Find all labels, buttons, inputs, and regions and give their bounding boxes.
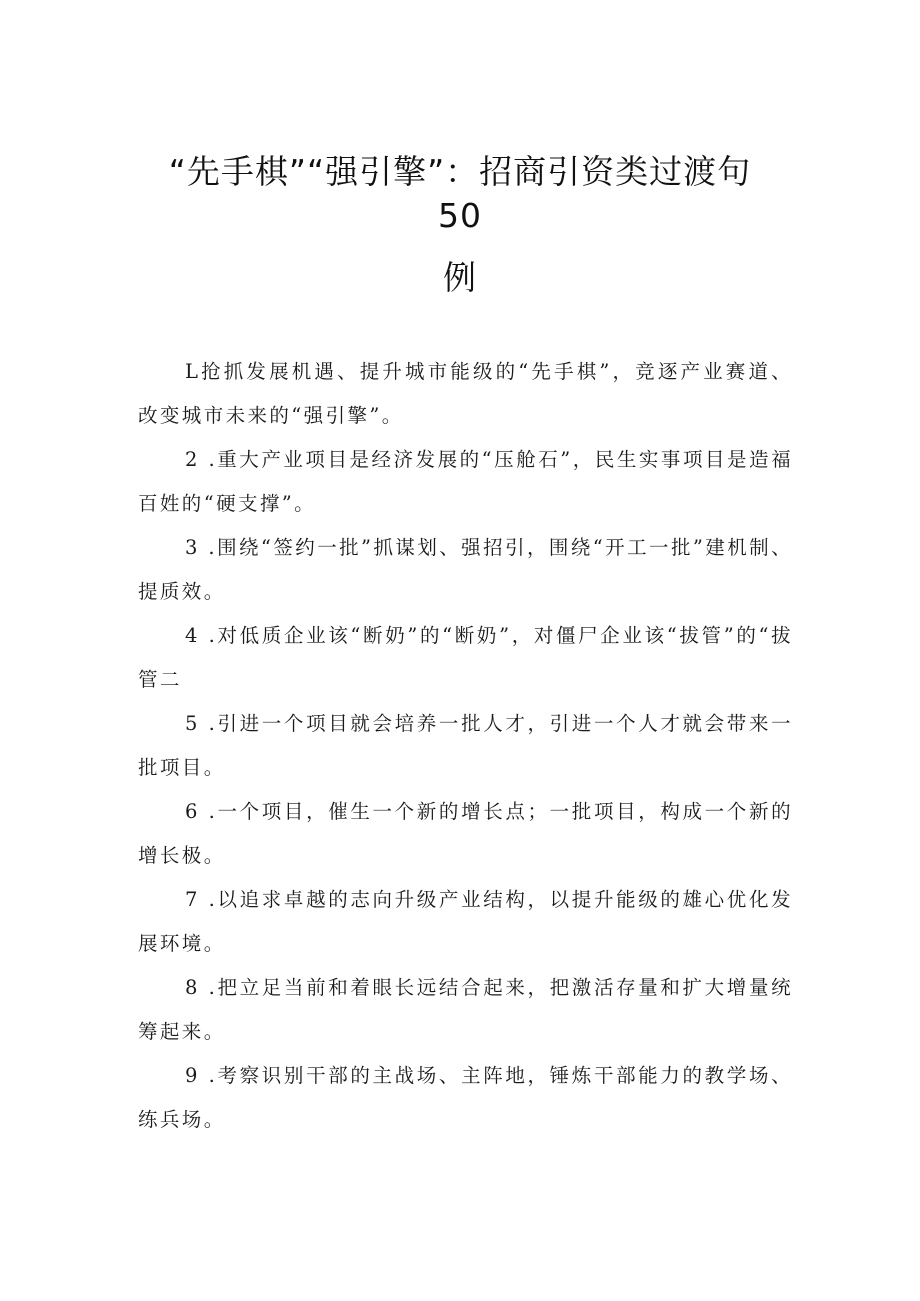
document-title-line-3: 例 <box>443 258 477 297</box>
list-item-1: L抢抓发展机遇、提升城市能级的“先手棋”，竞逐产业赛道、改变城市未来的“强引擎”。 <box>138 360 793 427</box>
list-item-8: 8 .把立足当前和着眼长远结合起来，把激活存量和扩大增量统筹起来。 <box>138 976 793 1043</box>
list-item-5: 5 .引进一个项目就会培养一批人才，引进一个人才就会带来一批项目。 <box>138 712 793 779</box>
list-item-3: 3 .围绕“签约一批”抓谋划、强招引，围绕“开工一批”建机制、提质效。 <box>138 536 793 603</box>
document-body <box>138 350 793 1142</box>
list-item-4: 4 .对低质企业该“断奶”的“断奶”，对僵尸企业该“拔管”的“拔管二 <box>138 624 793 691</box>
list-item-9: 9 .考察识别干部的主战场、主阵地，锤炼干部能力的教学场、练兵场。 <box>138 1064 793 1131</box>
list-item-6: 6 .一个项目，催生一个新的增长点；一批项目，构成一个新的增长极。 <box>138 800 793 867</box>
document-title-line-2: 50 <box>438 196 482 235</box>
document-title-line-1: “先手棋”“强引擎”：招商引资类过渡句 <box>168 152 752 191</box>
list-item-2: 2 .重大产业项目是经济发展的“压舱石”，民生实事项目是造福百姓的“硬支撑”。 <box>138 448 793 515</box>
list-item-7: 7 .以追求卓越的志向升级产业结构，以提升能级的雄心优化发展环境。 <box>138 888 793 955</box>
